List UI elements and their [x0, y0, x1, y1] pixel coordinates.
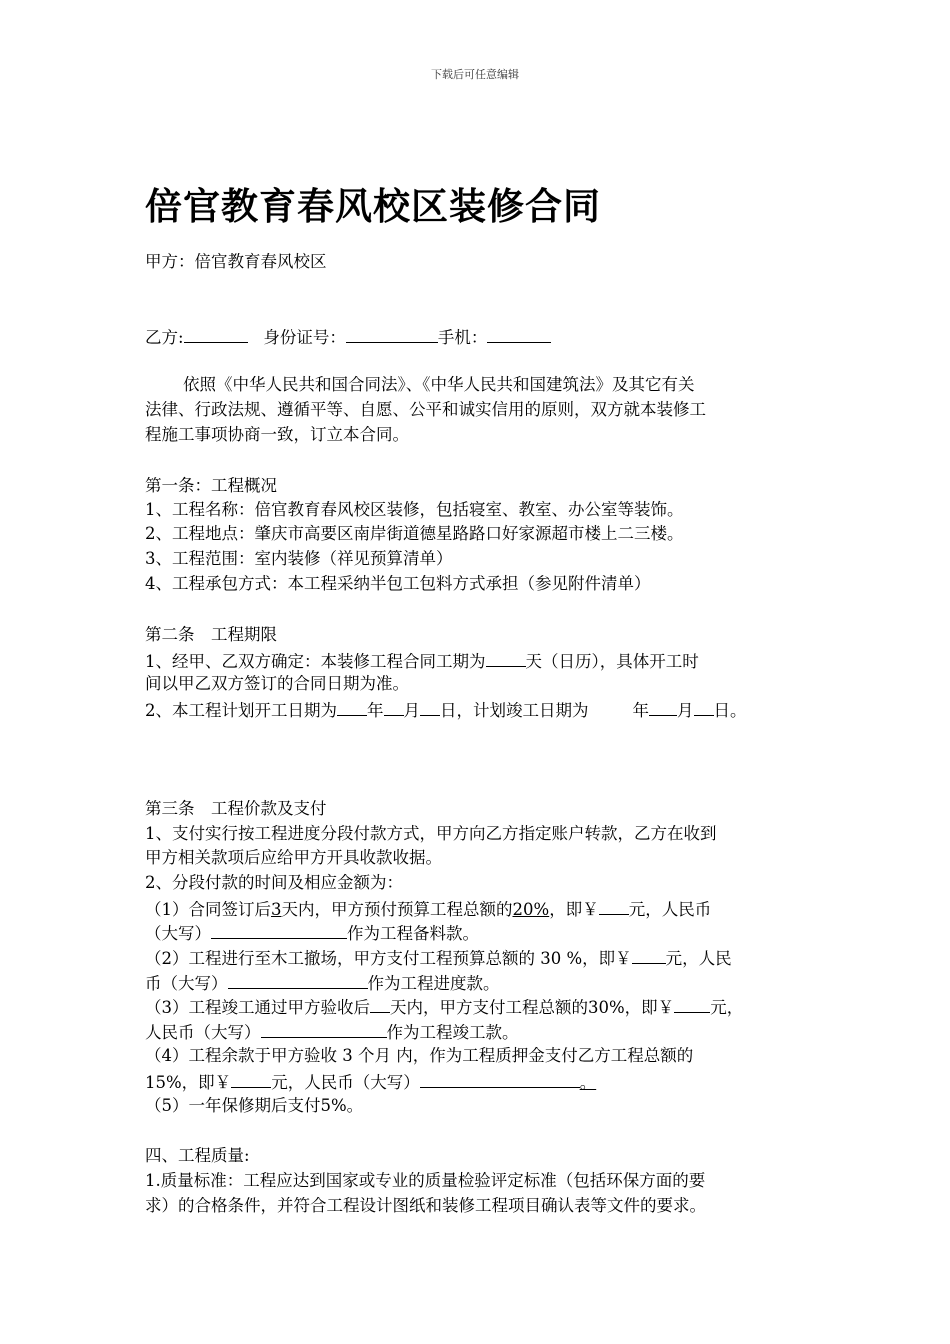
article3-line-1: 1、支付实行按工程进度分段付款方式，甲方向乙方指定账户转款，乙方在收到	[145, 824, 717, 843]
party-b-label: 乙方:	[145, 328, 184, 347]
text: 月	[403, 701, 420, 720]
payment-1-line-2	[145, 920, 479, 946]
article1-item: 2、工程地点：肇庆市高要区南岸街道德星路路口好家源超市楼上二三楼。	[145, 524, 684, 543]
text: 元，	[710, 998, 744, 1017]
contract-title: 倍官教育春风校区装修合同	[145, 184, 601, 228]
intro-line-2: 法律、行政法规、遵循平等、自愿、公平和诚实信用的原则，双方就本装修工	[145, 400, 706, 419]
party-b-blank[interactable]	[184, 324, 248, 343]
payment-2-line-2	[145, 970, 500, 996]
payment-1-line	[145, 896, 711, 922]
text: 1、经甲、乙双方确定：本装修工程合同工期为	[145, 652, 486, 671]
text: 年	[632, 701, 649, 720]
id-blank[interactable]	[346, 324, 438, 343]
payment-5-line: （5）一年保修期后支付5%。	[145, 1096, 364, 1115]
amount-blank[interactable]	[599, 896, 629, 915]
amount-words-blank[interactable]	[211, 920, 347, 939]
article1-item: 4、工程承包方式：本工程采纳半包工包料方式承担（参见附件清单）	[145, 574, 651, 593]
days-blank[interactable]	[370, 994, 390, 1013]
text: 2、本工程计划开工日期为	[145, 701, 337, 720]
article2-line-2: 间以甲乙双方签订的合同日期为准。	[145, 674, 409, 693]
article4-line-2: 求）的合格条件，并符合工程设计图纸和装修工程项目确认表等文件的要求。	[145, 1196, 706, 1215]
text: 币（大写）	[145, 974, 228, 993]
article2-line-3	[145, 697, 747, 723]
article2-heading: 第二条 工程期限	[145, 625, 277, 644]
amount-words-blank[interactable]	[420, 1069, 580, 1088]
text: （2）工程进行至木工撤场，甲方支付工程预算总额的 30 %，即￥	[145, 949, 632, 968]
text: 人民币（大写）	[145, 1023, 261, 1042]
duration-blank[interactable]	[486, 648, 526, 667]
start-month-blank[interactable]	[384, 697, 404, 716]
article1-heading: 第一条：工程概况	[145, 476, 277, 495]
phone-label: 手机：	[437, 328, 488, 347]
party-b-line	[145, 324, 551, 350]
article3-line-3: 2、分段付款的时间及相应金额为：	[145, 873, 403, 892]
article3-heading: 第三条 工程价款及支付	[145, 799, 327, 818]
text: 日。	[713, 701, 747, 720]
amount-blank[interactable]	[674, 994, 710, 1013]
amount-words-blank[interactable]	[261, 1019, 387, 1038]
text: 。	[579, 1073, 597, 1092]
intro-line-1: 依照《中华人民共和国合同法》、《中华人民共和国建筑法》及其它有关	[183, 375, 695, 394]
text: 15%，即￥	[145, 1073, 232, 1092]
text: （3）工程竣工通过甲方验收后	[145, 998, 370, 1017]
days-value: 3	[271, 900, 282, 919]
payment-3-line	[145, 994, 743, 1020]
intro-line-3: 程施工事项协商一致，订立本合同。	[145, 425, 409, 444]
text: 月	[677, 701, 694, 720]
text: 元，人民币	[628, 900, 712, 919]
text: 作为工程竣工款。	[386, 1023, 519, 1042]
text: 作为工程进度款。	[367, 974, 500, 993]
percent-value: 20%	[512, 900, 550, 919]
text: 年	[367, 701, 384, 720]
payment-3-line-2	[145, 1019, 519, 1045]
text: 天（日历），具体开工时	[525, 652, 699, 671]
article4-heading: 四、工程质量:	[145, 1146, 250, 1165]
payment-4-line-2	[145, 1069, 596, 1095]
text: 天内，甲方预付预算工程总额的	[281, 900, 513, 919]
text: ，即￥	[549, 900, 599, 919]
amount-words-blank[interactable]	[228, 970, 368, 989]
text: 元，人民	[665, 949, 732, 968]
start-year-blank[interactable]	[337, 697, 367, 716]
text: （大写）	[145, 924, 211, 943]
end-day-blank[interactable]	[694, 697, 714, 716]
text: 元，人民币（大写）	[271, 1073, 420, 1092]
article1-item: 3、工程范围：室内装修（祥见预算清单）	[145, 549, 453, 568]
article4-line-1: 1.质量标准：工程应达到国家或专业的质量检验评定标准（包括环保方面的要	[145, 1171, 706, 1190]
id-label: 身份证号：	[263, 328, 346, 347]
payment-4-line: （4）工程余款于甲方验收 3 个月 内，作为工程质押金支付乙方工程总额的	[145, 1046, 694, 1065]
payment-2-line	[145, 945, 732, 971]
end-month-blank[interactable]	[649, 697, 677, 716]
text: 作为工程备料款。	[347, 924, 479, 943]
text: 日，计划竣工日期为	[440, 701, 589, 720]
page-header: 下载后可任意编辑	[431, 68, 519, 81]
text: 天内，甲方支付工程总额的30%，即￥	[390, 998, 675, 1017]
amount-blank[interactable]	[231, 1069, 271, 1088]
article2-line-1	[145, 648, 699, 674]
article3-line-2: 甲方相关款项后应给甲方开具收款收据。	[145, 848, 442, 867]
text: （1）合同签订后	[145, 900, 271, 919]
phone-blank[interactable]	[487, 324, 551, 343]
article1-item: 1、工程名称：倍官教育春风校区装修，包括寝室、教室、办公室等装饰。	[145, 500, 684, 519]
amount-blank[interactable]	[632, 945, 666, 964]
party-a: 甲方：倍官教育春风校区	[145, 252, 327, 271]
start-day-blank[interactable]	[420, 697, 440, 716]
